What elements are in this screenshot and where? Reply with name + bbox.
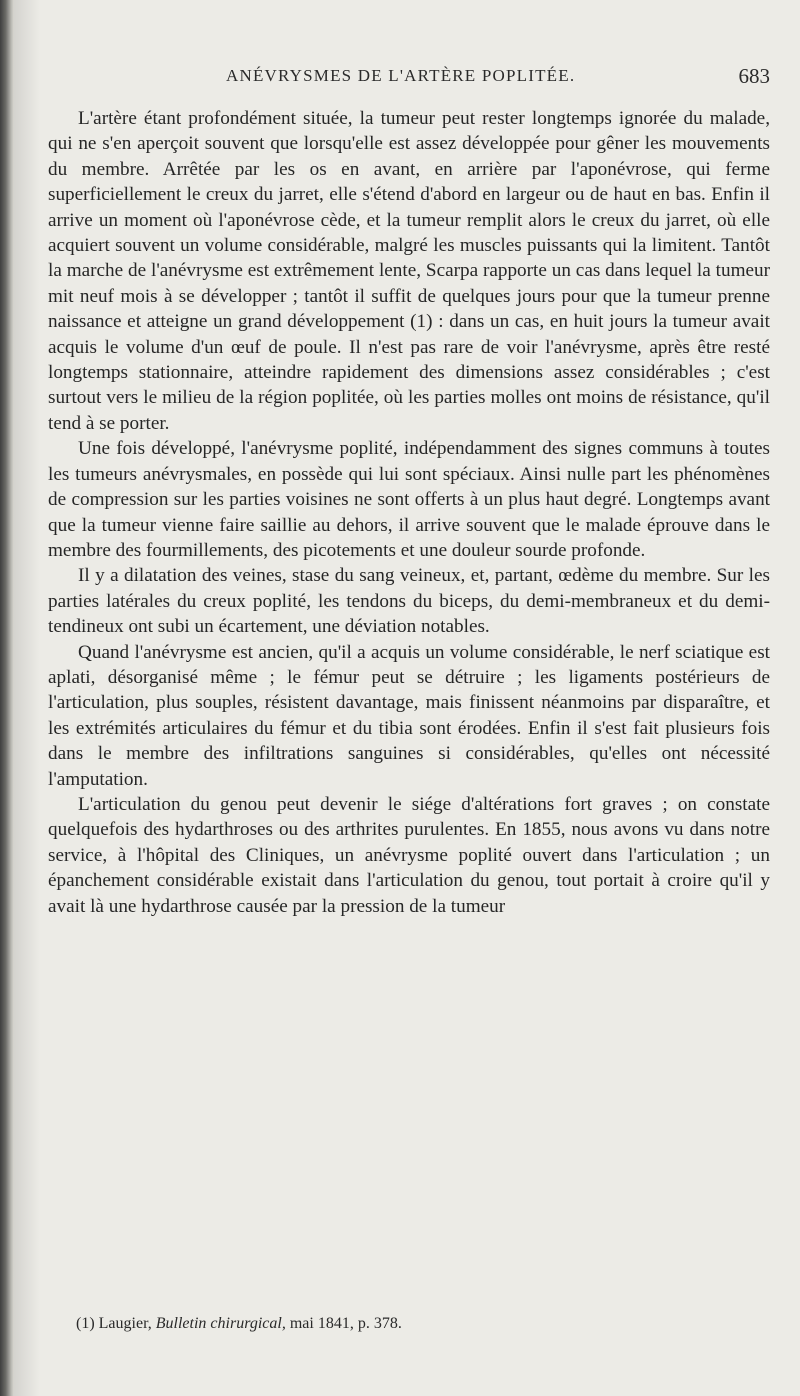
page-number: 683 xyxy=(738,64,770,88)
footnote-marker: (1) xyxy=(76,1315,95,1332)
footnote-author: Laugier, xyxy=(98,1315,152,1332)
binding-shadow xyxy=(14,0,40,1396)
page-header xyxy=(48,66,770,96)
running-title: ANÉVRYSMES DE L'ARTÈRE POPLITÉE. xyxy=(226,66,576,85)
paragraph: Une fois développé, l'anévrysme poplité, indépendamment des signes communs à toutes les tumeurs anévrysmales, en possède qui lui sont spéciaux. Ainsi nulle part les phénomènes de compression sur les parties voisines ne sont offerts à un plus haut degré. Longtemps avant que la tumeur vienne faire saillie au dehors, il arrive souvent que le malade éprouve dans le membre des fourmillements, des picotements et une douleur sourde profonde. xyxy=(48,438,770,561)
footnote-details: mai 1841, p. 378. xyxy=(289,1315,402,1332)
body-text xyxy=(48,106,770,919)
paragraph: Quand l'anévrysme est ancien, qu'il a acquis un volume considérable, le nerf sciatique est aplati, désorganisé même ; le fémur peut se détruire ; les ligaments postérieurs de l'articulation, plus souples, résistent davantage, mais finissent néanmoins par disparaître, et les extrémités articulaires du fémur et du tibia sont érodées. Enfin il s'est fait plusieurs fois dans le membre des infiltrations sanguines si considérables, qu'elles ont nécessité l'amputation. xyxy=(48,641,770,790)
paragraph: L'articulation du genou peut devenir le siége d'altérations fort graves ; on constate quelquefois des hydarthroses ou des arthrites purulentes. En 1855, nous avons vu dans notre service, à l'hôpital des Cliniques, un anévrysme poplité ouvert dans l'articulation ; un épanchement considérable existait dans l'articulation du genou, tout portait à croire qu'il y avait là une hydarthrose causée par la pression de la tumeur xyxy=(48,793,770,917)
paragraph: Il y a dilatation des veines, stase du sang veineux, et, partant, œdème du membre. Sur les parties latérales du creux poplité, les tendons du biceps, du demi-membraneux et du demi-tendineux ont subi un écartement, une déviation notables. xyxy=(48,565,770,638)
book-binding xyxy=(0,0,14,1396)
footnote xyxy=(76,1315,402,1333)
paragraph: L'artère étant profondément située, la tumeur peut rester longtemps ignorée du malade, qui ne s'en aperçoit souvent que lorsqu'elle est assez développée pour gêner les mouvements du membre. Arrêtée par les os en avant, en arrière par l'aponévrose, qui ferme superficiellement le creux du jarret, elle s'étend d'abord en largeur ou de haut en bas. Enfin il arrive un moment où l'aponévrose cède, et la tumeur remplit alors le creux du jarret, où elle acquiert souvent un volume considérable, malgré les muscles puissants qui la limitent. Tantôt la marche de l'anévrysme est extrêmement lente, Scarpa rapporte un cas dans lequel la tumeur mit neuf mois à se développer ; tantôt il suffit de quelques jours pour que la tumeur prenne naissance et atteigne un grand développement (1) : dans un cas, en huit jours la tumeur avait acquis le volume d'un œuf de poule. Il n'est pas rare de voir l'anévrysme, après être resté longtemps stationnaire, atteindre rapidement des dimensions assez considérables ; c'est surtout vers le milieu de la région poplitée, où les parties molles ont moins de résistance, qu'il tend à se porter. xyxy=(48,108,770,434)
book-page xyxy=(48,66,770,919)
footnote-journal: Bulletin chirurgical, xyxy=(155,1315,286,1332)
